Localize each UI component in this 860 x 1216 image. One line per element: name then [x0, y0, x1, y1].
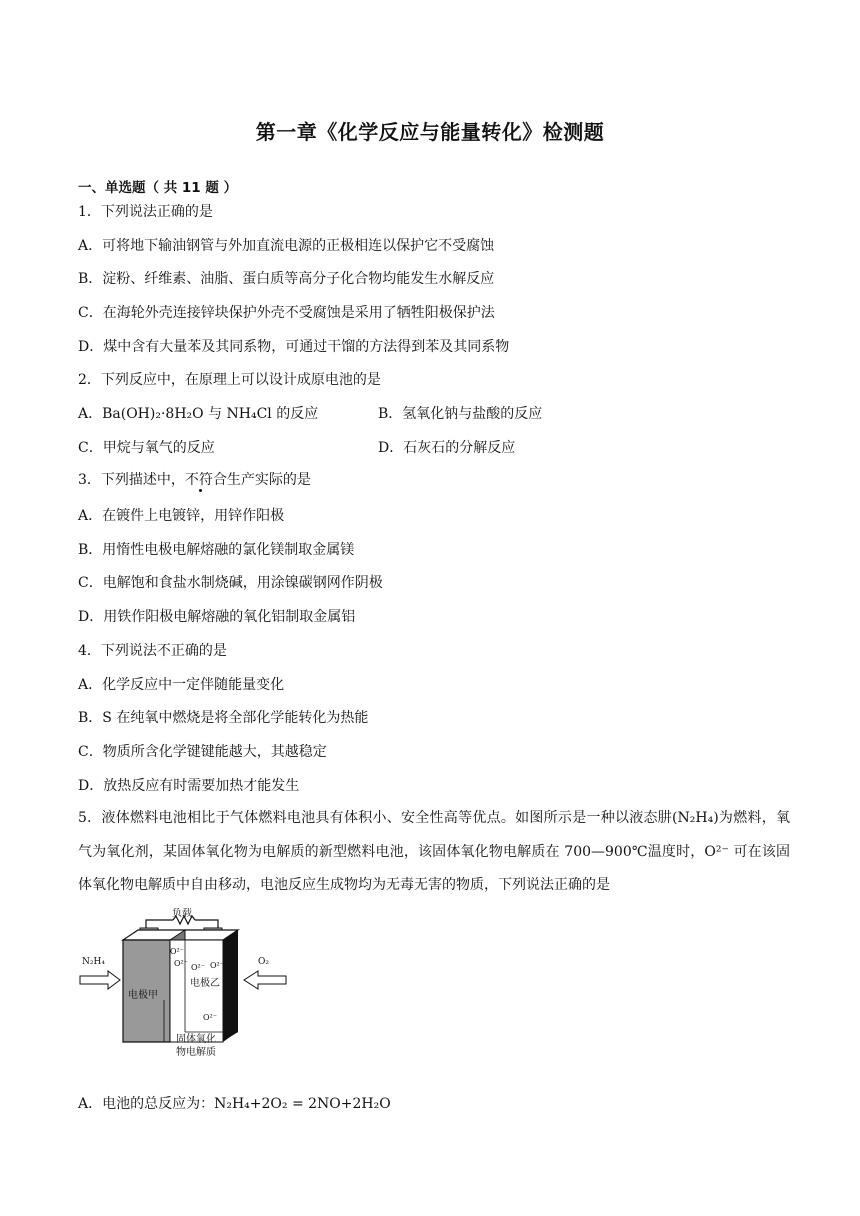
electrolyte-label-line-1: 固体氧化 — [176, 1034, 216, 1045]
question-1-option-a: A．可将地下输油钢管与外加直流电源的正极相连以保护它不受腐蚀 — [78, 238, 495, 254]
electrode-b-label: 电极乙 — [190, 978, 220, 989]
question-4-option-d: D．放热反应有时需要加热才能发生 — [78, 778, 300, 794]
question-2-option-b: B．氢氧化钠与盐酸的反应 — [378, 406, 543, 422]
section-heading: 一、单选题（ 共 11 题 ） — [78, 180, 238, 196]
question-4-option-b: B．S 在纯氧中燃烧是将全部化学能转化为热能 — [78, 710, 369, 726]
question-1-option-c: C．在海轮外壳连接锌块保护外壳不受腐蚀是采用了牺牲阳极保护法 — [78, 305, 495, 321]
o2-label: O₂ — [258, 957, 269, 967]
question-5-option-a: A．电池的总反应为：N₂H₄+2O₂ = 2NO+2H₂O — [78, 1096, 391, 1112]
ion-label: O²⁻ — [170, 947, 184, 956]
question-1-option-b: B．淀粉、纤维素、油脂、蛋白质等高分子化合物均能发生水解反应 — [78, 271, 495, 287]
question-3-option-b: B．用惰性电极电解熔融的氯化镁制取金属镁 — [78, 542, 355, 558]
question-3-option-c: C．电解饱和食盐水制烧碱，用涂镍碳钢网作阴极 — [78, 575, 383, 591]
question-2-stem: 2．下列反应中，在原理上可以设计成原电池的是 — [78, 372, 381, 388]
load-resistor — [146, 908, 218, 930]
question-1-stem: 1．下列说法正确的是 — [78, 204, 213, 220]
ion-label: O²⁻ — [191, 963, 205, 972]
n2h4-arrow — [80, 957, 120, 989]
question-1-option-d: D．煤中含有大量苯及其同系物，可通过干馏的方法得到苯及其同系物 — [78, 339, 510, 355]
question-2-option-c: C．甲烷与氧气的反应 — [78, 440, 215, 456]
electrode-a-label: 电极甲 — [128, 990, 158, 1001]
question-4-option-c: C．物质所含化学键键能越大，其越稳定 — [78, 744, 327, 760]
question-2-option-a: A．Ba(OH)₂·8H₂O 与 NH₄Cl 的反应 — [78, 406, 319, 422]
n2h4-label: N₂H₄ — [82, 957, 105, 967]
question-4-stem: 4．下列说法不正确的是 — [78, 643, 227, 659]
ion-label: O²⁻ — [174, 959, 188, 968]
question-2-option-d: D．石灰石的分解反应 — [378, 440, 516, 456]
electrolyte-label-line-2: 物电解质 — [176, 1047, 216, 1058]
question-3-stem: 3．下列描述中，不符合生产实际的是 — [78, 472, 311, 488]
page-title: 第一章《化学反应与能量转化》检测题 — [255, 120, 605, 144]
o2-arrow — [244, 957, 286, 989]
emphasis-dot — [199, 489, 202, 492]
question-5-stem: 5．液体燃料电池相比于气体燃料电池具有体积小、安全性高等优点。如图所示是一种以液态肼(N₂H₄)为燃料，氧气为氧化剂，某固体氧化物为电解质的新型燃料电池，该固体氧化物电解质在 700—900℃温度时，O²⁻ 可在该固体氧化物电解质中自由移动，电池反应生成物均为无毒无害的物质，下列说法正确的是 — [78, 810, 790, 893]
load-label: 负载 — [172, 908, 192, 919]
question-4-option-a: A．化学反应中一定伴随能量变化 — [78, 677, 285, 693]
ion-label: O²⁻ — [210, 961, 224, 970]
ion-label: O²⁻ — [203, 1013, 217, 1022]
fuel-cell-diagram — [78, 908, 288, 1058]
question-3-option-a: A．在镀件上电镀锌，用锌作阳极 — [78, 508, 285, 524]
question-3-option-d: D．用铁作阳极电解熔融的氧化铝制取金属铝 — [78, 609, 356, 625]
